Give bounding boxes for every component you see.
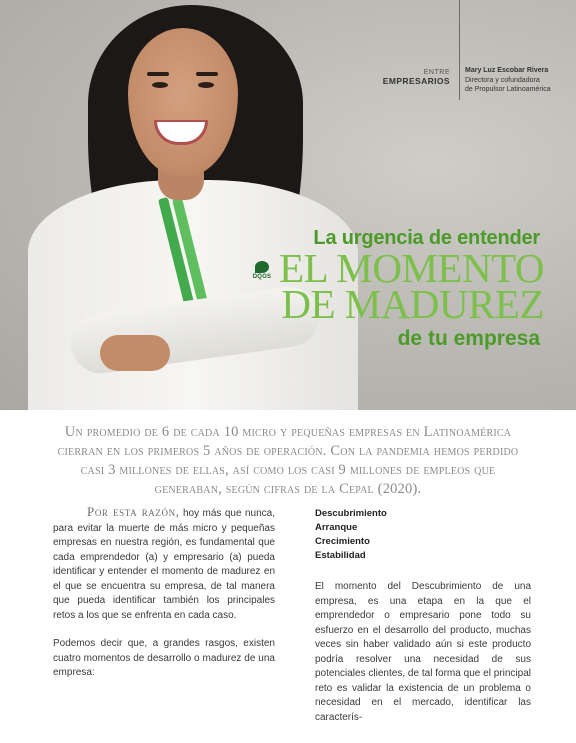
- section-label: [380, 60, 456, 100]
- section-label-text: [383, 60, 456, 100]
- author-role: de Propulsor Latinoamérica: [465, 86, 551, 93]
- portrait-hand: [100, 335, 170, 371]
- article-headline: [279, 226, 544, 352]
- stage-item: Estabilidad: [315, 550, 366, 561]
- portrait-face: [128, 28, 238, 176]
- author-byline: [465, 66, 551, 95]
- author-name: Mary Luz Escobar Rivera: [465, 67, 549, 74]
- byline-divider: [459, 0, 460, 100]
- stage-item: Descubrimiento: [315, 508, 387, 519]
- headline-line: DE MADUREZ: [281, 281, 544, 327]
- author-role: Directora y cofundadora: [465, 76, 540, 84]
- paragraph-text: hoy más que nunca, para evitar la muerte de más micro y pequeñas empresas en nuestra región, es fundamental que cada emprendedor (a) y empresario (a) pueda identificar y entender el momento de madurez en el que se encuentra su empresa, de tal manera que pueda identificar también los principales retos a los que se enfrenta en cada caso.: [53, 508, 275, 621]
- paragraph-lead-in: Por esta razón,: [87, 504, 180, 519]
- body-column-right: [315, 507, 531, 739]
- portrait-eye: [152, 82, 168, 88]
- stage-item: Crecimiento: [315, 536, 370, 547]
- section-large: EMPRESARIOS: [382, 76, 450, 86]
- body-paragraph: [53, 505, 275, 623]
- portrait-brow: [196, 72, 218, 76]
- article-lead: Un promedio de 6 de cada 10 micro y pequeñas empresas en Latinoamérica cierran en los primeros 5 años de operación. Con la pandemia hemos perdido casi 3 millones de ellas, así como los casi 9 millones de empleos que generaban, según cifras de la Cepal (2020).: [57, 424, 519, 497]
- stage-list: [315, 507, 531, 563]
- body-paragraph: Podemos decir que, a grandes rasgos, existen cuatro momentos de desarrollo o madurez de una empresa:: [53, 638, 275, 678]
- headline-line: EL MOMENTO: [279, 245, 544, 291]
- portrait-eye: [198, 82, 214, 88]
- body-column-left: [53, 505, 275, 695]
- section-small: ENTRE: [423, 69, 450, 76]
- portrait-brow: [147, 72, 169, 76]
- leaf-icon: [255, 261, 269, 273]
- stage-item: Arranque: [315, 522, 358, 533]
- shirt-logo-text: DQOS: [252, 273, 272, 280]
- shirt-logo: [244, 257, 280, 283]
- headline-line: La urgencia de entender: [313, 227, 540, 249]
- headline-line: de tu empresa: [397, 327, 540, 350]
- body-paragraph: El momento del Descubrimiento de una empresa, es una etapa en la que el emprendedor o empresario pone todo su esfuerzo en el desarrollo del producto, muchas veces sin haber validado aún si este producto podría resolver una necesidad de sus potenciales clientes, de tal forma que el principal reto es validar la existencia de un problema o necesidad en el mercado, identificar las caracterís-: [315, 581, 531, 723]
